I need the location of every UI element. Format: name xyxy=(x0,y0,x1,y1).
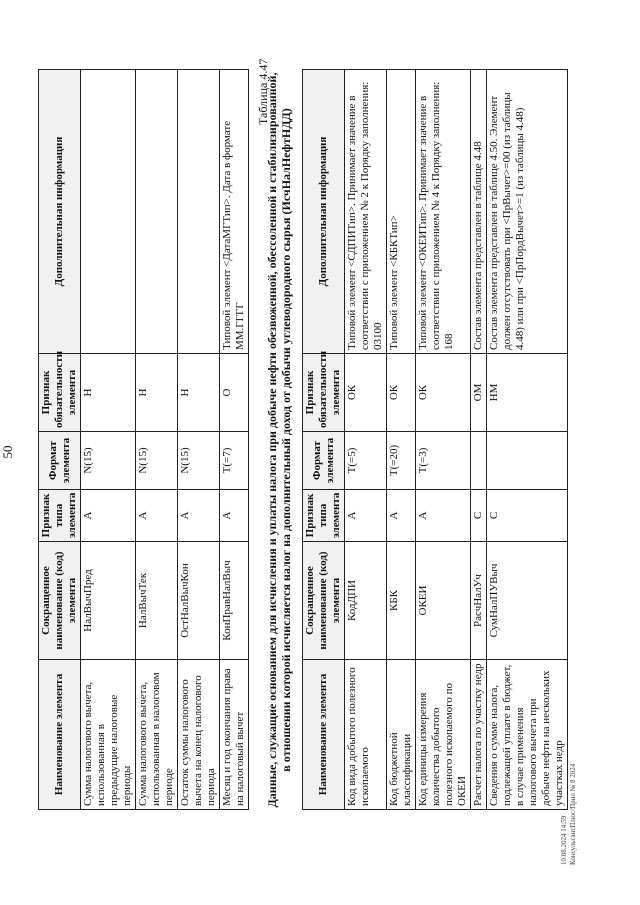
cell-type: А xyxy=(220,490,249,542)
cell-required: Н xyxy=(81,354,136,432)
table-row xyxy=(345,70,387,810)
cell-required: О xyxy=(220,354,249,432)
footer-date: 10.08.2024 14:59 xyxy=(560,815,568,865)
table-row xyxy=(178,70,220,810)
t1-header-format: Формат элемента xyxy=(39,432,81,490)
cell-info: Состав элемента представлен в таблице 4.50. Элемент должен отсутствовать при <ПрВычет>=00 (из таблицы 4.48) или при <ПрПордВычет>=1 (из таблицы 4.48) xyxy=(487,70,568,354)
cell-required: ОК xyxy=(416,354,471,432)
cell-required: НМ xyxy=(487,354,568,432)
cell-code: КонПравНалВыч xyxy=(220,542,249,660)
cell-name: Остаток суммы налогового вычета на конец налогового периода xyxy=(178,660,220,810)
table-row xyxy=(220,70,249,810)
cell-code: КодДПИ xyxy=(345,542,387,660)
cell-info xyxy=(178,70,220,354)
cell-format: T(=20) xyxy=(387,432,416,490)
cell-format: N(15) xyxy=(81,432,136,490)
table-row xyxy=(487,70,568,810)
t1-header-code: Сокращенное наименование (код) элемента xyxy=(39,542,81,660)
cell-info: Состав элемента представлен в таблице 4.48 xyxy=(471,70,487,354)
table-row xyxy=(81,70,136,810)
cell-format: T(=3) xyxy=(416,432,471,490)
cell-required: Н xyxy=(136,354,178,432)
cell-required: ОК xyxy=(345,354,387,432)
t1-header-info: Дополнительная информация xyxy=(39,70,81,354)
cell-code: СумНалПУВыч xyxy=(487,542,568,660)
cell-type: А xyxy=(136,490,178,542)
cell-code: ОстНалВычКон xyxy=(178,542,220,660)
t2-header-required: Признак обязательности элемента xyxy=(303,354,345,432)
cell-info: Типовой элемент <КБКТип> xyxy=(387,70,416,354)
table-row xyxy=(416,70,471,810)
cell-info xyxy=(81,70,136,354)
cell-code: НалВычТек xyxy=(136,542,178,660)
cell-name: Код вида добытого полезного ископаемого xyxy=(345,660,387,810)
t1-header-required: Признак обязательности элемента xyxy=(39,354,81,432)
cell-code: РасчНалУч xyxy=(471,542,487,660)
cell-format xyxy=(471,432,487,490)
cell-format xyxy=(487,432,568,490)
cell-name: Сумма налогового вычета, использованная в предыдущие налоговые периоды xyxy=(81,660,136,810)
table-caption: Таблица 4.47 xyxy=(256,58,270,125)
cell-format: T(=5) xyxy=(345,432,387,490)
t2-header-format: Формат элемента xyxy=(303,432,345,490)
t2-header-name: Наименование элемента xyxy=(303,660,345,810)
cell-code: НалВычПред xyxy=(81,542,136,660)
footer-stamp xyxy=(560,764,578,865)
cell-name: Сведения о сумме налога, подлежащей уплате в бюджет, в случае применения налогового вычета при добыче нефти на нескольких участках недр xyxy=(487,660,568,810)
cell-type: С xyxy=(471,490,487,542)
t1-header-type: Признак типа элемента xyxy=(39,490,81,542)
cell-name: Месяц и год окончания права на налоговый вычет xyxy=(220,660,249,810)
cell-code: КБК xyxy=(387,542,416,660)
cell-info: Типовой элемент <ОКЕИТип>. Принимает значение в соответствии с приложением № 4 к Порядку заполнения: 168 xyxy=(416,70,471,354)
cell-format: N(15) xyxy=(136,432,178,490)
cell-format: N(15) xyxy=(178,432,220,490)
table-continued xyxy=(38,69,249,810)
cell-required: ОМ xyxy=(471,354,487,432)
table-4-47 xyxy=(302,69,568,810)
t2-header-code: Сокращенное наименование (код) элемента xyxy=(303,542,345,660)
t2-header-type: Признак типа элемента xyxy=(303,490,345,542)
t1-header-name: Наименование элемента xyxy=(39,660,81,810)
cell-name: Код единицы измерения количества добытого полезного ископаемого по ОКЕИ xyxy=(416,660,471,810)
cell-info: Типовой элемент <ДатаМГТип>. Дата в формате ММ.ГГГГ xyxy=(220,70,249,354)
cell-type: С xyxy=(487,490,568,542)
footer-source: КонсультантПлюс/Прил № 8 2024 xyxy=(569,763,577,865)
table2-header-row xyxy=(303,70,345,810)
cell-info: Типовой элемент <СДПИТип>. Принимает значение в соответствии с приложением № 2 к Порядку заполнения: 03100 xyxy=(345,70,387,354)
table-title: Данные, служащие основанием для исчисления и уплаты налога при добыче нефти обезвоженной, обессоленной и стабилизированной, в отношении которой исчисляется налог на дополнительный доход от добычи углеводородного сырья (ИсчНалНефтНДД) xyxy=(265,72,293,808)
cell-format: T(=7) xyxy=(220,432,249,490)
cell-required: Н xyxy=(178,354,220,432)
cell-info xyxy=(136,70,178,354)
table-row xyxy=(471,70,487,810)
table1-header-row xyxy=(39,70,81,810)
page-number: 50 xyxy=(0,445,15,459)
cell-name: Расчет налога по участку недр xyxy=(471,660,487,810)
cell-type: А xyxy=(416,490,471,542)
cell-type: А xyxy=(345,490,387,542)
cell-name: Код бюджетной классификации xyxy=(387,660,416,810)
t2-header-info: Дополнительная информация xyxy=(303,70,345,354)
cell-code: ОКЕИ xyxy=(416,542,471,660)
cell-type: А xyxy=(81,490,136,542)
table-row xyxy=(387,70,416,810)
table-row xyxy=(136,70,178,810)
cell-required: ОК xyxy=(387,354,416,432)
cell-type: А xyxy=(387,490,416,542)
cell-name: Сумма налогового вычета, использованная в налоговом периоде xyxy=(136,660,178,810)
cell-type: А xyxy=(178,490,220,542)
